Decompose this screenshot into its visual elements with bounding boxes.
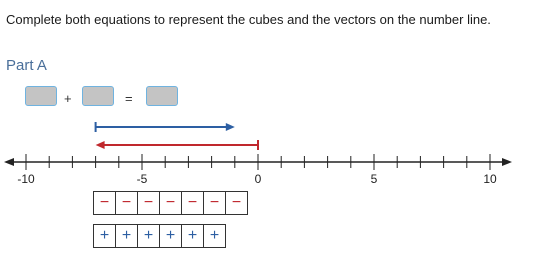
positive-cube: + [182, 225, 204, 247]
plus-operator: + [64, 91, 72, 106]
negative-cube: − [138, 192, 160, 214]
negative-cube: − [182, 192, 204, 214]
negative-tile-row [93, 191, 248, 215]
tick-label: -10 [17, 172, 35, 186]
tick-label: 5 [370, 172, 378, 186]
positive-tile-row [93, 224, 226, 248]
tick-label: -5 [136, 172, 148, 186]
negative-cube: − [94, 192, 116, 214]
tick-label: 10 [483, 172, 497, 186]
tick-label: 0 [254, 172, 262, 186]
negative-cube: − [160, 192, 182, 214]
axis-right-arrow [502, 158, 512, 166]
negative-cube: − [226, 192, 248, 214]
negative-cube: − [116, 192, 138, 214]
equals-operator: = [125, 91, 133, 106]
axis-left-arrow [4, 158, 14, 166]
first-answer-box[interactable] [25, 86, 57, 106]
result-answer-box[interactable] [146, 86, 178, 106]
prompt-text: Complete both equations to represent the cubes and the vectors on the number line. [6, 12, 491, 27]
positive-cube: + [204, 225, 226, 247]
blue-vector-head [226, 123, 235, 131]
positive-cube: + [138, 225, 160, 247]
number-line [0, 115, 533, 195]
positive-cube: + [116, 225, 138, 247]
second-answer-box[interactable] [82, 86, 114, 106]
part-a-label: Part A [6, 57, 47, 74]
positive-cube: + [160, 225, 182, 247]
red-vector-head [96, 141, 105, 149]
negative-cube: − [204, 192, 226, 214]
positive-cube: + [94, 225, 116, 247]
